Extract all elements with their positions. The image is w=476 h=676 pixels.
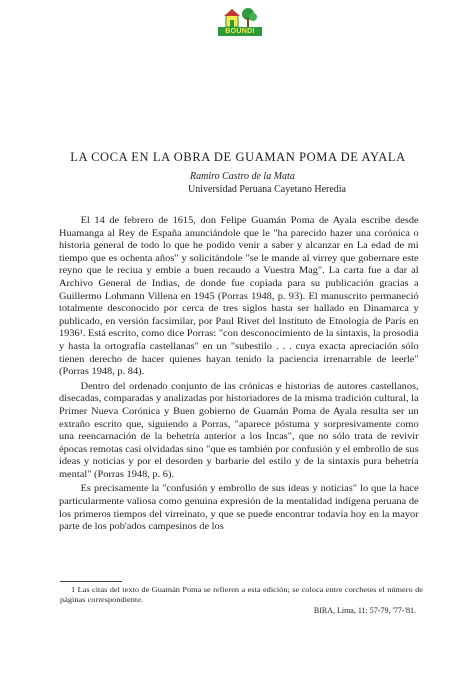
paragraph: Dentro del ordenado conjunto de las crónicas e historias de autores castellanos, disecadas, comparadas y analizadas por historiadores de la misma tradición cultural, la Primer Nueva Corónica y Buen gobierno de Guamán Poma de Ayala resulta ser un extraño escrito que, siguiendo a Porras, "aparece póstuma y sorpresivamente como una reencarnación de la behetría anterior a los Incas", que no sólo trata de revivir épocas remotas casi olvidadas sino "que es también por confusión y el embrollo de sus ideas y noticias y por el desorden y barbarie del estilo y de la sintaxis pura behetría mental" (Porras 1948, p. 6). — [59, 380, 419, 480]
footnote — [60, 585, 423, 605]
author-affiliation: Universidad Peruana Cayetano Heredia — [188, 184, 346, 195]
publisher-logo — [218, 6, 262, 36]
paragraph: El 14 de febrero de 1615, don Felipe Guamán Poma de Ayala escribe desde Huamanga al Rey de España anunciándole que le "ha parecido hazer una corónica o historia general de todo lo que he podido venir a saber y alcanzar en La edad de mi tiempo que es ochenta años" y solicitándole "se le mande al virrey que gobernare este reyno que le reciua y embie a buen recaudo a Vuestra Mag". La carta fue a dar al Archivo General de Indias, de donde fue copiada para su publicación gracias a Guillermo Lohmann Villena en 1945 (Porras 1948, p. 93). El manuscrito permaneció totalmente desconocido por cerca de tres siglos hasta ser hallado en Dinamarca y publicado, en versión facsimilar, por Paul Rivet del Instituto de Etnología de París en 1936¹. Está escrito, como dice Porras: "con desconocimiento de la sintaxis, la prosodia y hasta la ortografía castellanas" en un "subestilo . . . cuya exacta apreciación sólo tienen derecho de hacer quienes hayan tenido la paciencia irrenarrable de leerle" (Porras 1948, p. 84). — [59, 215, 419, 378]
article-body — [59, 215, 419, 536]
footnote-divider — [60, 581, 122, 582]
journal-citation: BIRA, Lima, 11: 57-79, '77-'81. — [313, 606, 416, 615]
paragraph: Es precisamente la "confusión y embrollo de sus ideas y noticias" lo que la hace particularmente valiosa como genuina expresión de la mentalidad indígena peruana de los primeros tiempos del virreinato, y que se puede encontrar todavía hoy en la mayor parte de los pob'ados campesinos de los — [59, 483, 419, 533]
author-name: Ramiro Castro de la Mata — [190, 171, 295, 182]
article-title: LA COCA EN LA OBRA DE GUAMAN POMA DE AYALA — [70, 150, 406, 164]
footnote-text: 1 Las citas del texto de Guamán Poma se refieren a esta edición; se coloca entre corchetes el número de páginas correspondiente. — [60, 585, 423, 604]
house-tree-logo-icon — [218, 6, 262, 28]
logo-text: BOUNDI — [218, 27, 262, 36]
